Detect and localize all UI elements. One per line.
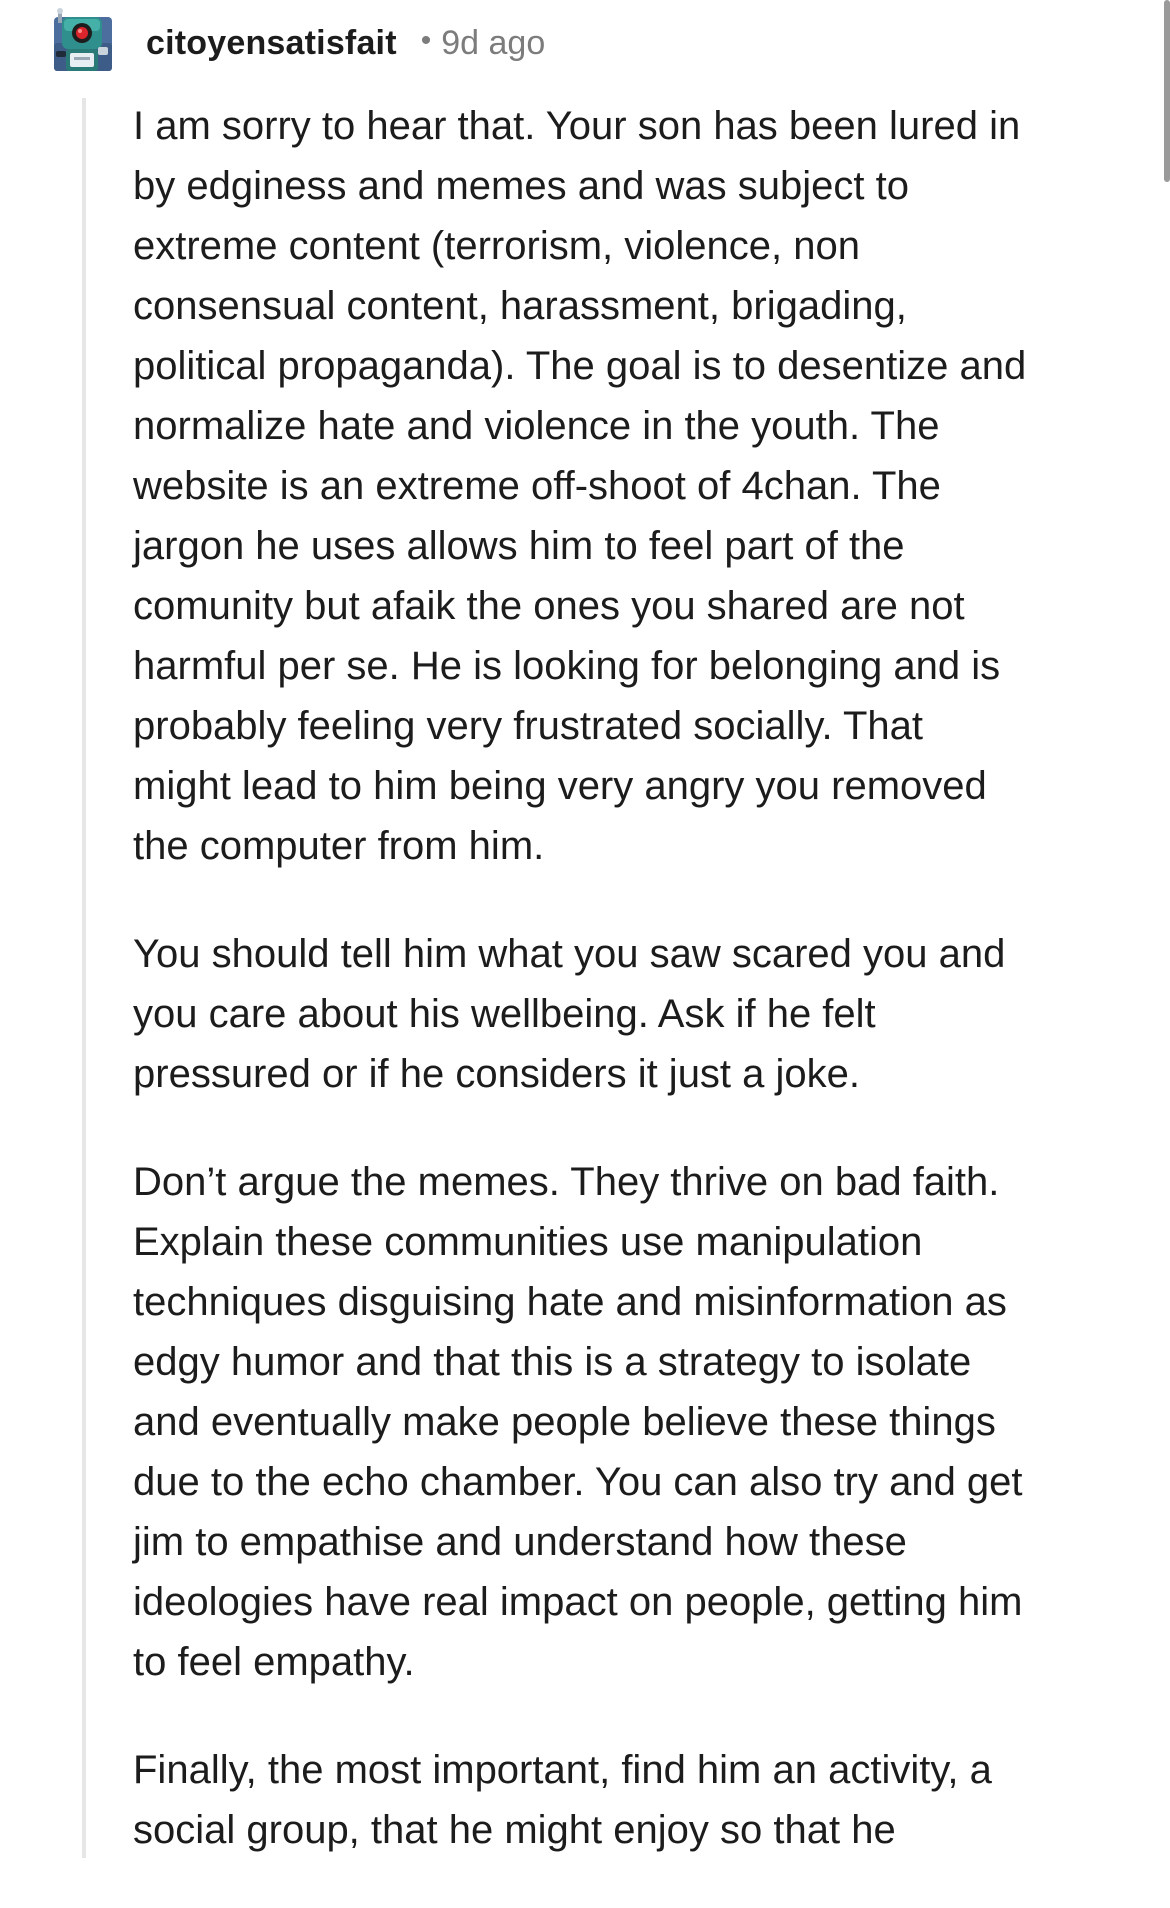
comment-paragraph: You should tell him what you saw scared you and you care about his wellbeing. Ask if he felt pressured or if he considers it just a joke.	[133, 932, 1006, 1096]
comment-paragraph: Don’t argue the memes. They thrive on bad faith. Explain these communities use manipulation techniques disguising hate and misinformation as edgy humor and that this is a strategy to isolate and eventually make people believe these things due to the echo chamber. You can also try and get jim to empathise and understand how these ideologies have real impact on people, getting him to feel empathy.	[133, 1160, 1023, 1684]
scrollbar[interactable]	[1164, 0, 1170, 182]
comment-body	[133, 96, 1123, 1908]
comment-paragraph: Finally, the most important, find him an activity, a social group, that he might enjoy so that he	[133, 1748, 992, 1852]
robot-avatar-icon[interactable]	[48, 7, 120, 79]
comment-paragraph: I am sorry to hear that. Your son has been lured in by edginess and memes and was subject to extreme content (terrorism, violence, non consensual content, harassment, brigading, political propaganda). The goal is to desentize and normalize hate and violence in the youth. The website is an extreme off-shoot of 4chan. The jargon he uses allows him to feel part of the comunity but afaik the ones you shared are not harmful per se. He is looking for belonging and is probably feeling very frustrated socially. That might lead to him being very angry you removed the computer from him.	[133, 104, 1027, 868]
thread-line[interactable]	[82, 98, 86, 1858]
header-separator: •	[420, 24, 432, 57]
comment-timestamp: 9d ago	[441, 23, 546, 62]
comment-header	[48, 8, 545, 78]
comment-author[interactable]: citoyensatisfait	[146, 23, 397, 62]
